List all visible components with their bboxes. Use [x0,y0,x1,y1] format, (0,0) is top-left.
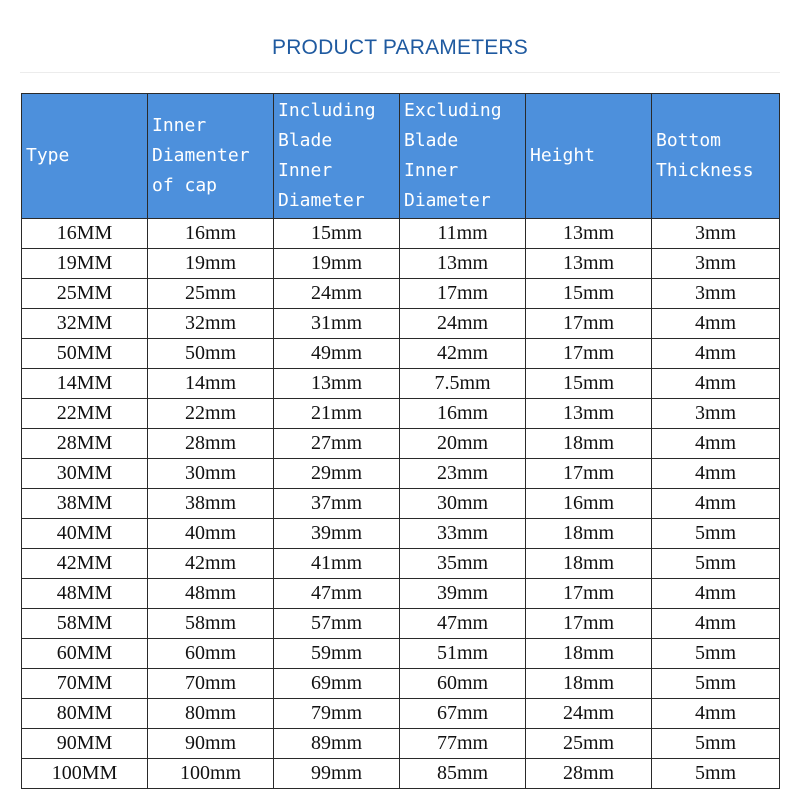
cell-bottom-thickness: 4mm [652,459,780,489]
column-header-excluding-blade-inner-diameter: Excluding Blade Inner Diameter [400,94,526,219]
cell-height: 13mm [526,399,652,429]
cell-excluding-blade-inner-diameter: 85mm [400,759,526,789]
cell-including-blade-inner-diameter: 47mm [274,579,400,609]
cell-excluding-blade-inner-diameter: 11mm [400,219,526,249]
cell-height: 18mm [526,639,652,669]
column-header-type: Type [22,94,148,219]
cell-inner-diameter-of-cap: 100mm [148,759,274,789]
table-row [22,279,780,309]
cell-height: 16mm [526,489,652,519]
cell-height: 17mm [526,309,652,339]
table-row [22,399,780,429]
column-header-height: Height [526,94,652,219]
table-header [22,94,780,219]
cell-inner-diameter-of-cap: 22mm [148,399,274,429]
cell-height: 18mm [526,549,652,579]
cell-height: 15mm [526,369,652,399]
table-row [22,519,780,549]
header-row [22,94,780,219]
table-row [22,699,780,729]
cell-height: 25mm [526,729,652,759]
cell-excluding-blade-inner-diameter: 67mm [400,699,526,729]
cell-height: 18mm [526,519,652,549]
cell-inner-diameter-of-cap: 25mm [148,279,274,309]
cell-including-blade-inner-diameter: 99mm [274,759,400,789]
cell-inner-diameter-of-cap: 30mm [148,459,274,489]
cell-excluding-blade-inner-diameter: 30mm [400,489,526,519]
cell-type: 38MM [22,489,148,519]
cell-type: 19MM [22,249,148,279]
cell-including-blade-inner-diameter: 79mm [274,699,400,729]
cell-including-blade-inner-diameter: 24mm [274,279,400,309]
cell-type: 58MM [22,609,148,639]
table-row [22,669,780,699]
title-divider [20,72,780,73]
table-body [22,219,780,789]
cell-including-blade-inner-diameter: 31mm [274,309,400,339]
table-row [22,459,780,489]
cell-including-blade-inner-diameter: 89mm [274,729,400,759]
cell-inner-diameter-of-cap: 40mm [148,519,274,549]
cell-type: 28MM [22,429,148,459]
cell-excluding-blade-inner-diameter: 35mm [400,549,526,579]
cell-including-blade-inner-diameter: 59mm [274,639,400,669]
cell-inner-diameter-of-cap: 90mm [148,729,274,759]
cell-including-blade-inner-diameter: 41mm [274,549,400,579]
cell-including-blade-inner-diameter: 15mm [274,219,400,249]
cell-type: 16MM [22,219,148,249]
cell-inner-diameter-of-cap: 32mm [148,309,274,339]
cell-inner-diameter-of-cap: 28mm [148,429,274,459]
table-row [22,219,780,249]
cell-type: 50MM [22,339,148,369]
cell-height: 17mm [526,459,652,489]
page-title: PRODUCT PARAMETERS [271,36,529,59]
column-header-including-blade-inner-diameter: Including Blade Inner Diameter [274,94,400,219]
cell-bottom-thickness: 5mm [652,729,780,759]
cell-height: 15mm [526,279,652,309]
table-row [22,339,780,369]
cell-including-blade-inner-diameter: 57mm [274,609,400,639]
cell-height: 17mm [526,579,652,609]
cell-excluding-blade-inner-diameter: 16mm [400,399,526,429]
cell-type: 80MM [22,699,148,729]
product-parameters-table [21,93,780,789]
table-row [22,609,780,639]
table-row [22,309,780,339]
table-row [22,549,780,579]
cell-type: 22MM [22,399,148,429]
cell-type: 90MM [22,729,148,759]
cell-type: 14MM [22,369,148,399]
table-row [22,429,780,459]
column-header-inner-diameter-of-cap: Inner Diamenter of cap [148,94,274,219]
cell-bottom-thickness: 5mm [652,519,780,549]
cell-height: 13mm [526,219,652,249]
cell-height: 24mm [526,699,652,729]
cell-bottom-thickness: 4mm [652,369,780,399]
cell-bottom-thickness: 4mm [652,699,780,729]
cell-excluding-blade-inner-diameter: 7.5mm [400,369,526,399]
cell-type: 48MM [22,579,148,609]
table-row [22,249,780,279]
cell-type: 32MM [22,309,148,339]
cell-inner-diameter-of-cap: 50mm [148,339,274,369]
cell-bottom-thickness: 4mm [652,609,780,639]
cell-inner-diameter-of-cap: 14mm [148,369,274,399]
cell-type: 40MM [22,519,148,549]
cell-height: 18mm [526,429,652,459]
cell-bottom-thickness: 3mm [652,219,780,249]
cell-including-blade-inner-diameter: 69mm [274,669,400,699]
cell-height: 17mm [526,339,652,369]
cell-including-blade-inner-diameter: 39mm [274,519,400,549]
cell-inner-diameter-of-cap: 16mm [148,219,274,249]
cell-excluding-blade-inner-diameter: 13mm [400,249,526,279]
cell-inner-diameter-of-cap: 80mm [148,699,274,729]
cell-bottom-thickness: 4mm [652,579,780,609]
cell-inner-diameter-of-cap: 70mm [148,669,274,699]
cell-excluding-blade-inner-diameter: 47mm [400,609,526,639]
cell-including-blade-inner-diameter: 37mm [274,489,400,519]
cell-bottom-thickness: 4mm [652,309,780,339]
cell-height: 17mm [526,609,652,639]
cell-bottom-thickness: 5mm [652,759,780,789]
cell-excluding-blade-inner-diameter: 39mm [400,579,526,609]
table-row [22,759,780,789]
column-header-bottom-thickness: Bottom Thickness [652,94,780,219]
cell-type: 60MM [22,639,148,669]
cell-type: 30MM [22,459,148,489]
cell-excluding-blade-inner-diameter: 17mm [400,279,526,309]
cell-including-blade-inner-diameter: 21mm [274,399,400,429]
cell-type: 25MM [22,279,148,309]
cell-bottom-thickness: 4mm [652,489,780,519]
cell-inner-diameter-of-cap: 48mm [148,579,274,609]
cell-bottom-thickness: 5mm [652,549,780,579]
cell-type: 70MM [22,669,148,699]
table-row [22,579,780,609]
cell-height: 13mm [526,249,652,279]
cell-bottom-thickness: 5mm [652,639,780,669]
table-row [22,729,780,759]
cell-bottom-thickness: 3mm [652,279,780,309]
cell-inner-diameter-of-cap: 60mm [148,639,274,669]
cell-height: 28mm [526,759,652,789]
cell-bottom-thickness: 4mm [652,339,780,369]
cell-inner-diameter-of-cap: 19mm [148,249,274,279]
cell-inner-diameter-of-cap: 42mm [148,549,274,579]
cell-including-blade-inner-diameter: 19mm [274,249,400,279]
cell-inner-diameter-of-cap: 58mm [148,609,274,639]
cell-excluding-blade-inner-diameter: 77mm [400,729,526,759]
table-row [22,639,780,669]
cell-inner-diameter-of-cap: 38mm [148,489,274,519]
cell-including-blade-inner-diameter: 27mm [274,429,400,459]
cell-type: 100MM [22,759,148,789]
cell-bottom-thickness: 4mm [652,429,780,459]
cell-type: 42MM [22,549,148,579]
cell-excluding-blade-inner-diameter: 23mm [400,459,526,489]
cell-bottom-thickness: 3mm [652,249,780,279]
cell-height: 18mm [526,669,652,699]
cell-bottom-thickness: 3mm [652,399,780,429]
cell-including-blade-inner-diameter: 29mm [274,459,400,489]
cell-excluding-blade-inner-diameter: 60mm [400,669,526,699]
table-row [22,369,780,399]
cell-including-blade-inner-diameter: 13mm [274,369,400,399]
cell-excluding-blade-inner-diameter: 24mm [400,309,526,339]
cell-excluding-blade-inner-diameter: 51mm [400,639,526,669]
cell-bottom-thickness: 5mm [652,669,780,699]
cell-excluding-blade-inner-diameter: 42mm [400,339,526,369]
cell-excluding-blade-inner-diameter: 33mm [400,519,526,549]
cell-including-blade-inner-diameter: 49mm [274,339,400,369]
cell-excluding-blade-inner-diameter: 20mm [400,429,526,459]
table-row [22,489,780,519]
